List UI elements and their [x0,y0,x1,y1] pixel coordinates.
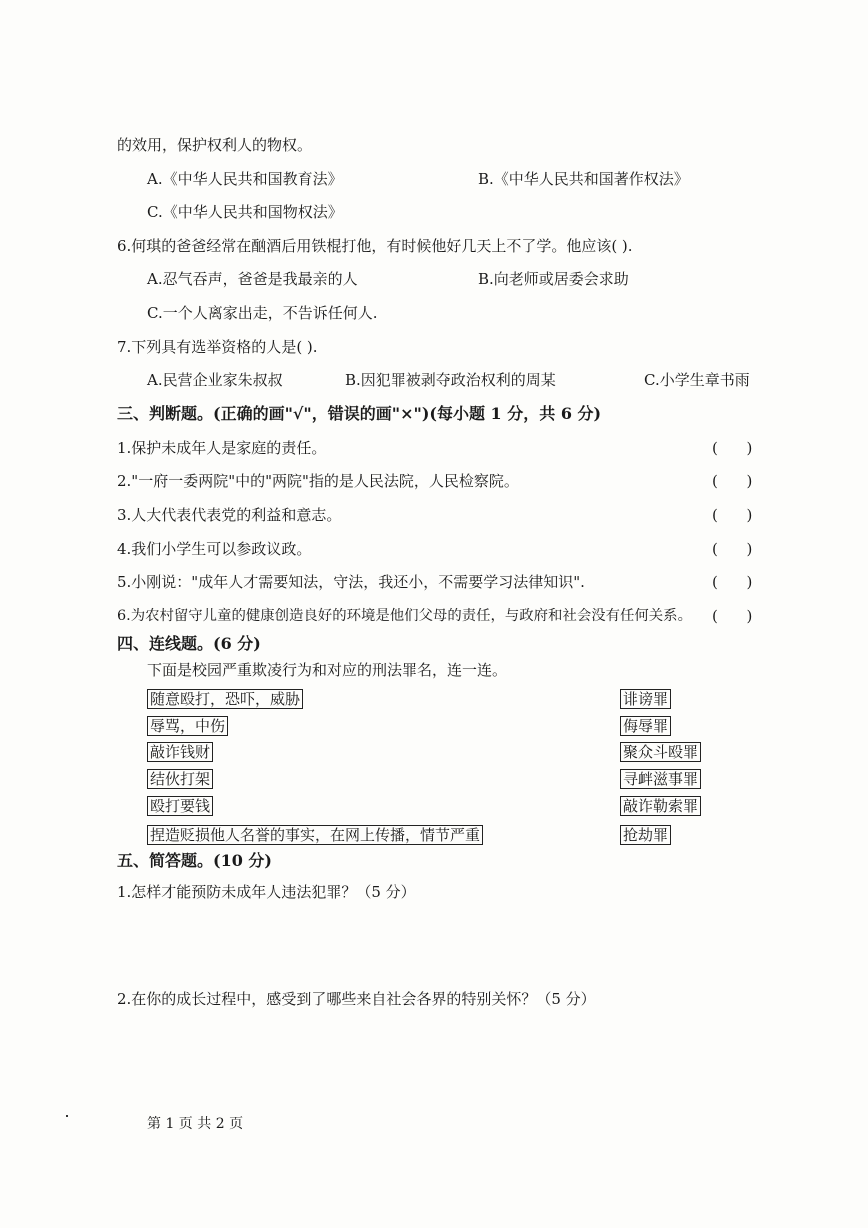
section3-title: 三、判断题。(正确的画"√"，错误的画"×")(每小题 1 分，共 6 分) [117,404,602,423]
q5-option-c: C.《中华人民共和国物权法》 [147,203,343,221]
matching-right-5[interactable]: 敲诈勒索罪 [620,796,701,816]
answer-blank-6[interactable]: ( ) [712,607,753,625]
answer-blank-1[interactable]: ( ) [712,439,753,457]
q5-option-a: A.《中华人民共和国教育法》 [147,170,343,188]
q5-option-b: B.《中华人民共和国著作权法》 [478,170,689,188]
matching-left-3[interactable]: 敲诈钱财 [147,742,213,762]
matching-right-2[interactable]: 侮辱罪 [620,716,671,736]
q7-option-b: B.因犯罪被剥夺政治权利的周某 [345,371,556,389]
answer-blank-2[interactable]: ( ) [712,472,753,490]
matching-left-1[interactable]: 随意殴打，恐吓，威胁 [147,689,303,709]
section4-intro: 下面是校园严重欺凌行为和对应的刑法罪名，连一连。 [147,661,508,679]
section4-title: 四、连线题。(6 分) [117,634,261,653]
q7-option-a: A.民营企业家朱叔叔 [147,371,283,389]
answer-blank-3[interactable]: ( ) [712,506,753,524]
answer-blank-4[interactable]: ( ) [712,540,753,558]
scan-speck [66,1115,68,1117]
matching-right-1[interactable]: 诽谤罪 [620,689,671,709]
matching-right-3[interactable]: 聚众斗殴罪 [620,742,701,762]
q7-stem: 7.下列具有选举资格的人是( ). [117,338,318,356]
q5-stem-tail: 的效用，保护权利人的物权。 [117,136,313,154]
matching-left-4[interactable]: 结伙打架 [147,769,213,789]
short-answer-q1: 1.怎样才能预防未成年人违法犯罪？（5 分） [117,883,416,901]
judge-item-5: 5.小刚说："成年人才需要知法，守法，我还小，不需要学习法律知识". [117,573,585,591]
matching-left-2[interactable]: 辱骂，中伤 [147,716,228,736]
page-footer: 第 1 页 共 2 页 [147,1116,244,1132]
judge-item-3: 3.人大代表代表党的利益和意志。 [117,506,342,524]
judge-item-6: 6.为农村留守儿童的健康创造良好的环境是他们父母的责任，与政府和社会没有任何关系。 [117,608,692,624]
judge-item-1: 1.保护未成年人是家庭的责任。 [117,439,327,457]
q6-option-b: B.向老师或居委会求助 [478,270,629,288]
matching-left-5[interactable]: 殴打要钱 [147,796,213,816]
q6-option-a: A.忍气吞声，爸爸是我最亲的人 [147,270,358,288]
section5-title: 五、简答题。(10 分) [117,851,272,870]
matching-left-6[interactable]: 捏造贬损他人名誉的事实，在网上传播，情节严重 [147,825,483,845]
judge-item-2: 2."一府一委两院"中的"两院"指的是人民法院，人民检察院。 [117,472,519,490]
short-answer-q2: 2.在你的成长过程中，感受到了哪些来自社会各界的特别关怀？（5 分） [117,990,596,1008]
judge-item-4: 4.我们小学生可以参政议政。 [117,540,312,558]
matching-right-4[interactable]: 寻衅滋事罪 [620,769,701,789]
q6-stem: 6.何琪的爸爸经常在酗酒后用铁棍打他，有时候他好几天上不了学。他应该( ). [117,237,633,255]
answer-blank-5[interactable]: ( ) [712,573,753,591]
q7-option-c: C.小学生章书雨 [644,371,750,389]
matching-right-6[interactable]: 抢劫罪 [620,825,671,845]
q6-option-c: C.一个人离家出走，不告诉任何人. [147,304,378,322]
